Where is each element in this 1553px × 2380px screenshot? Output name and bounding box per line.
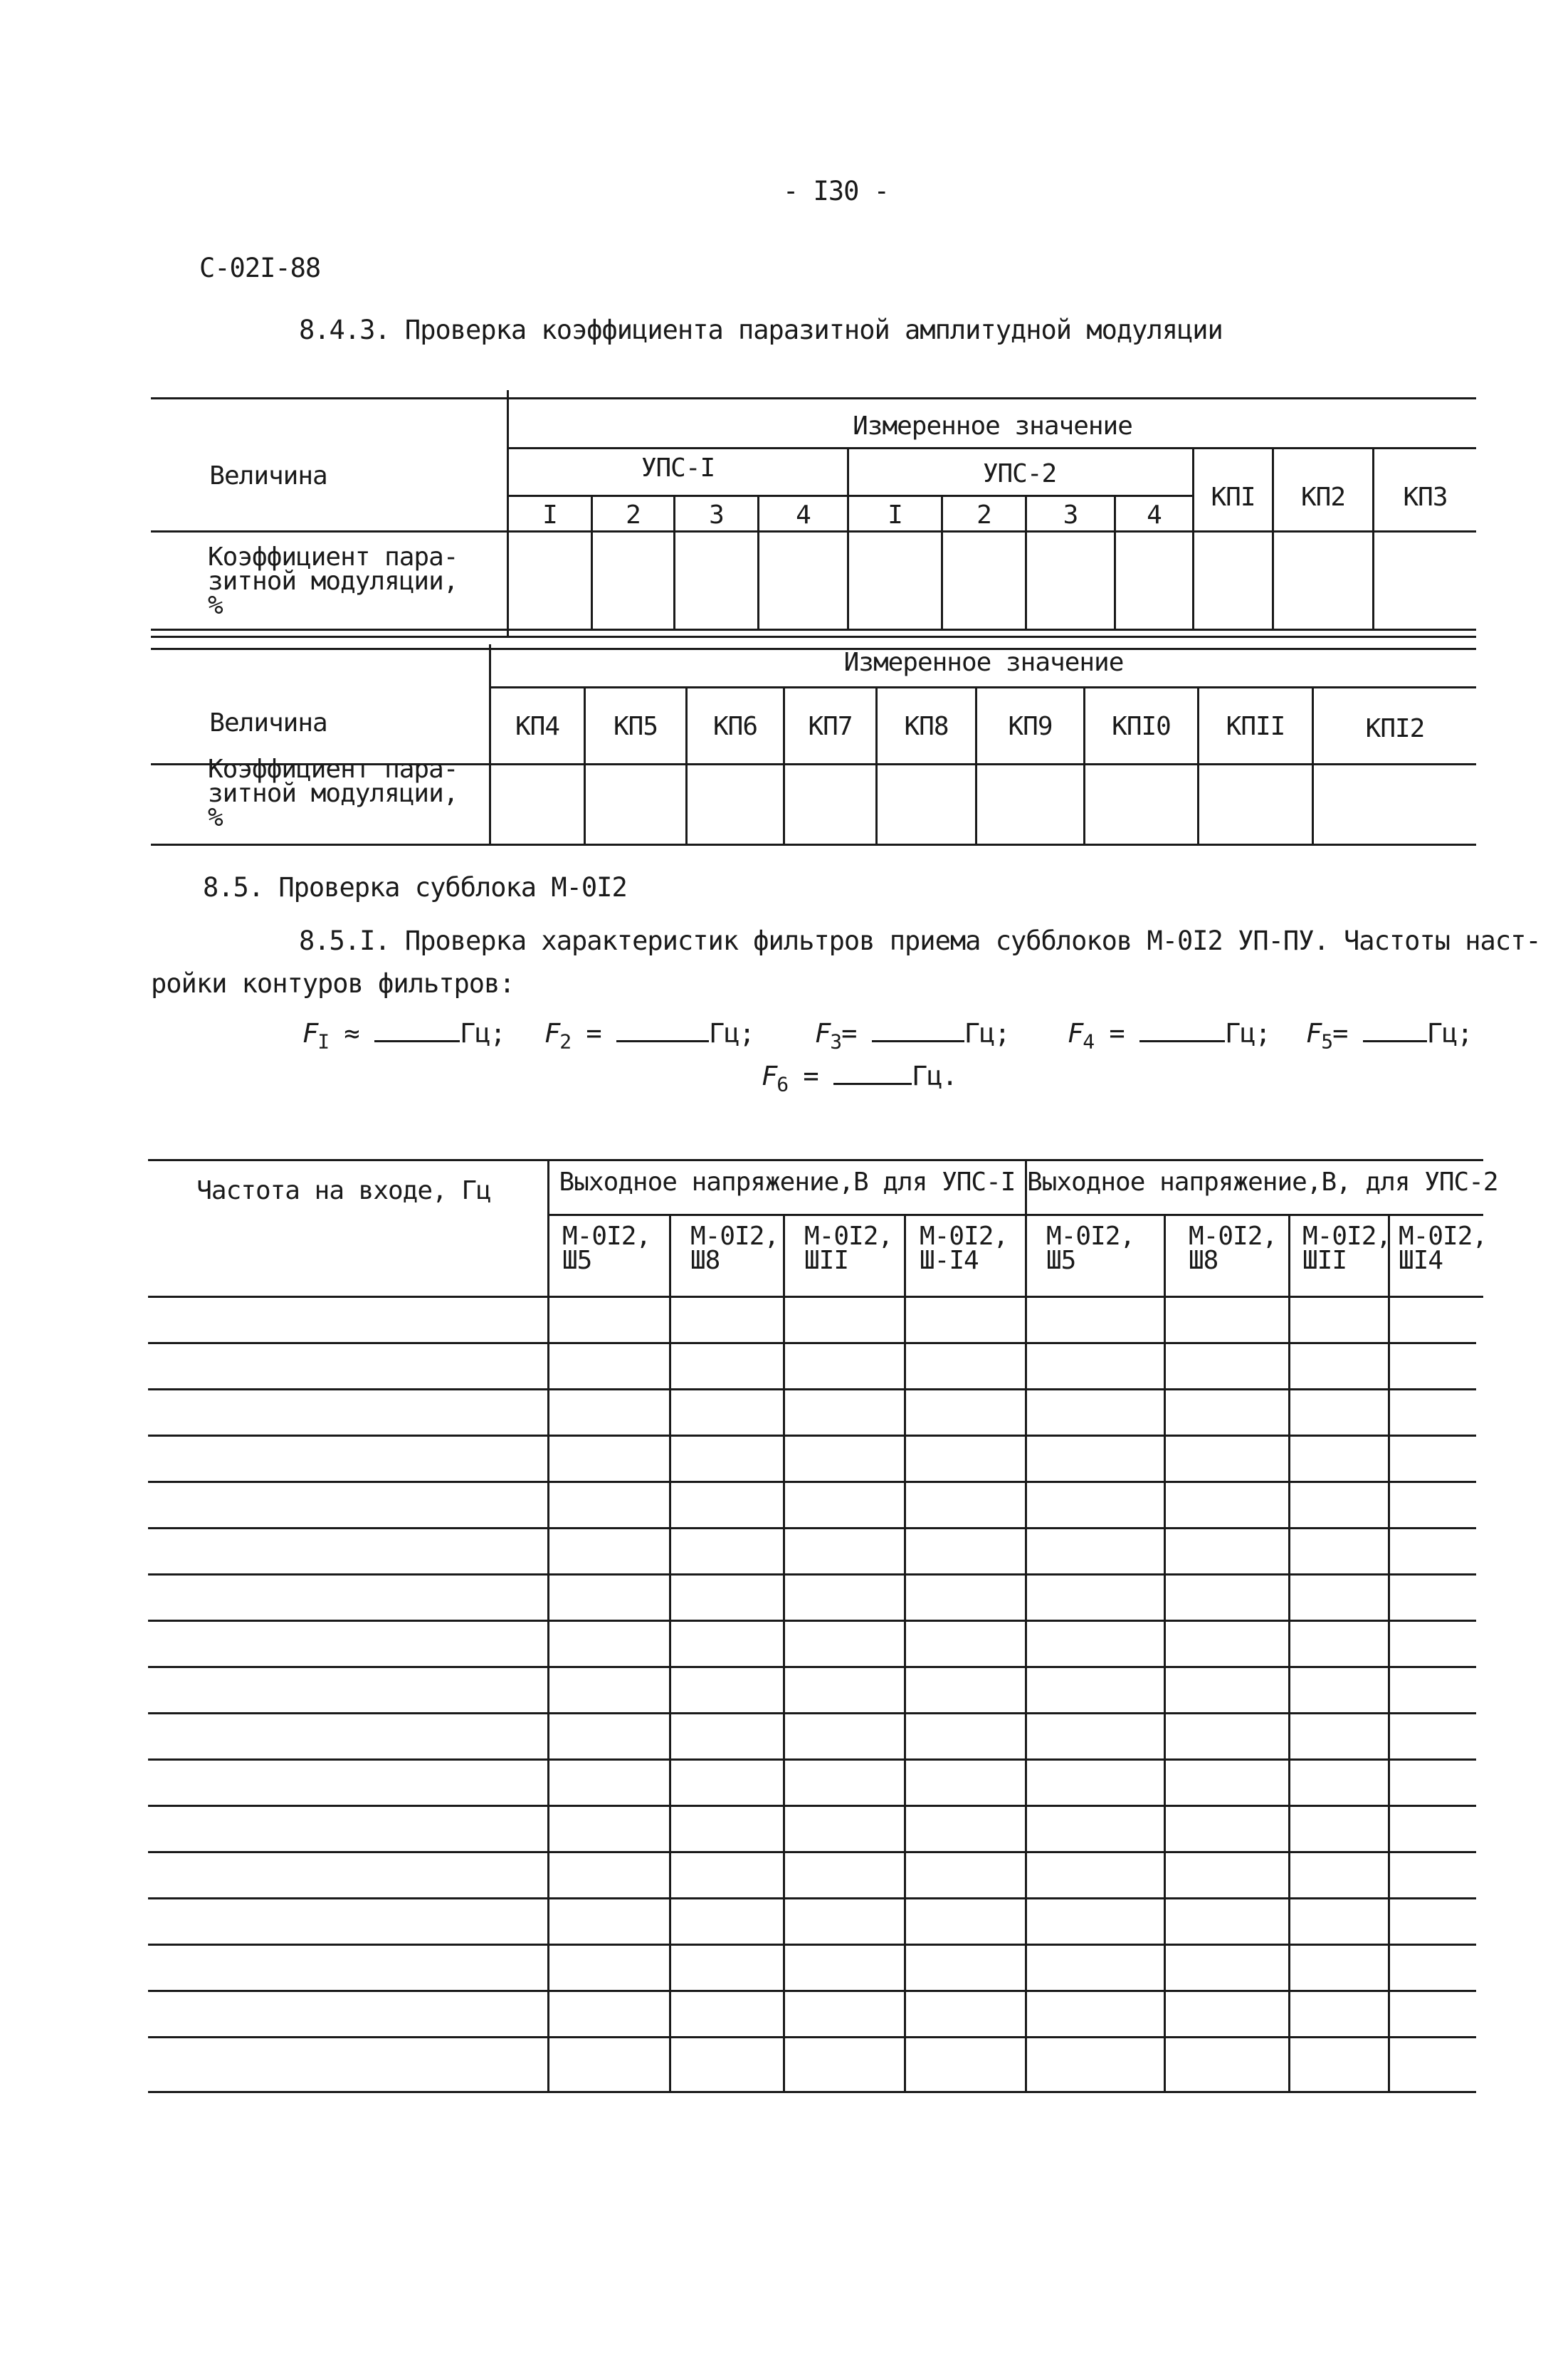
freq-f5 xyxy=(1306,1018,1473,1053)
kp1-col: КПI xyxy=(1211,483,1255,512)
kp8-col: КП8 xyxy=(904,712,949,741)
freq-f1 xyxy=(302,1018,505,1053)
group-ups1-header: УПС-I xyxy=(641,454,715,483)
kp2-col: КП2 xyxy=(1300,483,1346,512)
freq-f2-op: = xyxy=(586,1018,601,1049)
subcol-6: М-0I2, Ш8 xyxy=(1189,1222,1278,1275)
ups2-col-2: 2 xyxy=(976,500,991,530)
ups1-col-3: 3 xyxy=(709,500,724,530)
freq-f3-symbol: F xyxy=(815,1018,831,1049)
kp9-col: КП9 xyxy=(1008,712,1053,741)
freq-f2-symbol: F xyxy=(544,1018,560,1049)
ups1-col-2: 2 xyxy=(626,500,641,530)
measured-value-header: Измеренное значение xyxy=(853,411,1132,441)
subcol-5: М-0I2, Ш5 xyxy=(1046,1222,1135,1275)
freq-f2-index: 2 xyxy=(559,1029,572,1054)
freq-f1-index: I xyxy=(317,1029,330,1054)
freq-f4 xyxy=(1068,1018,1270,1053)
kp7-col: КП7 xyxy=(808,712,853,741)
subcol-7: М-0I2, ШII xyxy=(1302,1222,1391,1275)
ups2-col-3: 3 xyxy=(1063,500,1078,530)
freq-f4-index: 4 xyxy=(1083,1029,1095,1054)
group-ups2-header: УПС-2 xyxy=(982,459,1057,488)
freq-f4-unit: Гц; xyxy=(1224,1018,1270,1049)
section-851-line2: ройки контуров фильтров: xyxy=(151,968,515,999)
subcol-8: М-0I2, ШI4 xyxy=(1399,1222,1488,1275)
freq-f5-symbol: F xyxy=(1306,1018,1322,1049)
freq-f4-op: = xyxy=(1109,1018,1125,1049)
table2-measured-header: Измеренное значение xyxy=(843,648,1124,677)
kp3-col: КП3 xyxy=(1403,483,1448,512)
kp10-col: КПI0 xyxy=(1112,712,1171,741)
freq-f1-symbol: F xyxy=(302,1018,318,1049)
subcol-3: М-0I2, ШII xyxy=(804,1222,893,1275)
row-label-coefficient: Коэффициент пара- зитной модуляции, % xyxy=(208,542,458,620)
kp6-col: КП6 xyxy=(712,712,758,741)
col-input-frequency: Частота на входе, Гц xyxy=(196,1176,491,1205)
kp4-col: КП4 xyxy=(515,712,560,741)
kp11-col: КПII xyxy=(1226,712,1285,741)
table2-row-header: Величина xyxy=(209,708,327,738)
freq-f2-unit: Гц; xyxy=(708,1018,754,1049)
subcol-4: М-0I2, Ш-I4 xyxy=(920,1222,1009,1275)
ups1-col-1: I xyxy=(542,500,557,530)
section-843-title: 8.4.3. Проверка коэффициента паразитной амплитудной модуляции xyxy=(299,315,1223,345)
freq-f1-op: ≈ xyxy=(344,1018,359,1049)
freq-f6-index: 6 xyxy=(777,1072,789,1096)
freq-f6-unit: Гц. xyxy=(911,1061,957,1091)
freq-f4-symbol: F xyxy=(1068,1018,1083,1049)
freq-f5-index: 5 xyxy=(1321,1029,1333,1054)
freq-f3 xyxy=(815,1018,1010,1053)
freq-f6-op: = xyxy=(803,1061,818,1091)
group-output-ups1: Выходное напряжение,В для УПС-I xyxy=(559,1168,1016,1197)
kp5-col: КП5 xyxy=(613,712,658,741)
freq-f3-index: 3 xyxy=(830,1029,842,1054)
freq-f6 xyxy=(762,1061,957,1096)
subcol-1: М-0I2, Ш5 xyxy=(562,1222,651,1275)
table2-row-label-coefficient: Коэффициент пара- зитной модуляции, % xyxy=(208,755,458,832)
group-output-ups2: Выходное напряжение,В, для УПС-2 xyxy=(1027,1168,1498,1197)
row-header-label: Величина xyxy=(209,461,327,491)
freq-f5-op: = xyxy=(1332,1018,1348,1049)
section-85-title: 8.5. Проверка субблока М-0I2 xyxy=(203,872,627,903)
ups2-col-4: 4 xyxy=(1147,500,1162,530)
freq-f2 xyxy=(544,1018,754,1053)
ups2-col-1: I xyxy=(888,500,902,530)
kp12-col: КПI2 xyxy=(1365,714,1425,743)
freq-f1-unit: Гц; xyxy=(459,1018,505,1049)
freq-f6-symbol: F xyxy=(762,1061,777,1091)
freq-f5-unit: Гц; xyxy=(1426,1018,1473,1049)
subcol-2: М-0I2, Ш8 xyxy=(690,1222,779,1275)
page-number: - I30 - xyxy=(783,176,889,206)
freq-f3-op: = xyxy=(841,1018,857,1049)
freq-f3-unit: Гц; xyxy=(964,1018,1010,1049)
section-851-line1: 8.5.I. Проверка характеристик фильтров приема субблоков М-0I2 УП-ПУ. Частоты наст- xyxy=(299,926,1541,956)
ups1-col-4: 4 xyxy=(796,500,811,530)
document-code: С-02I-88 xyxy=(199,253,321,283)
